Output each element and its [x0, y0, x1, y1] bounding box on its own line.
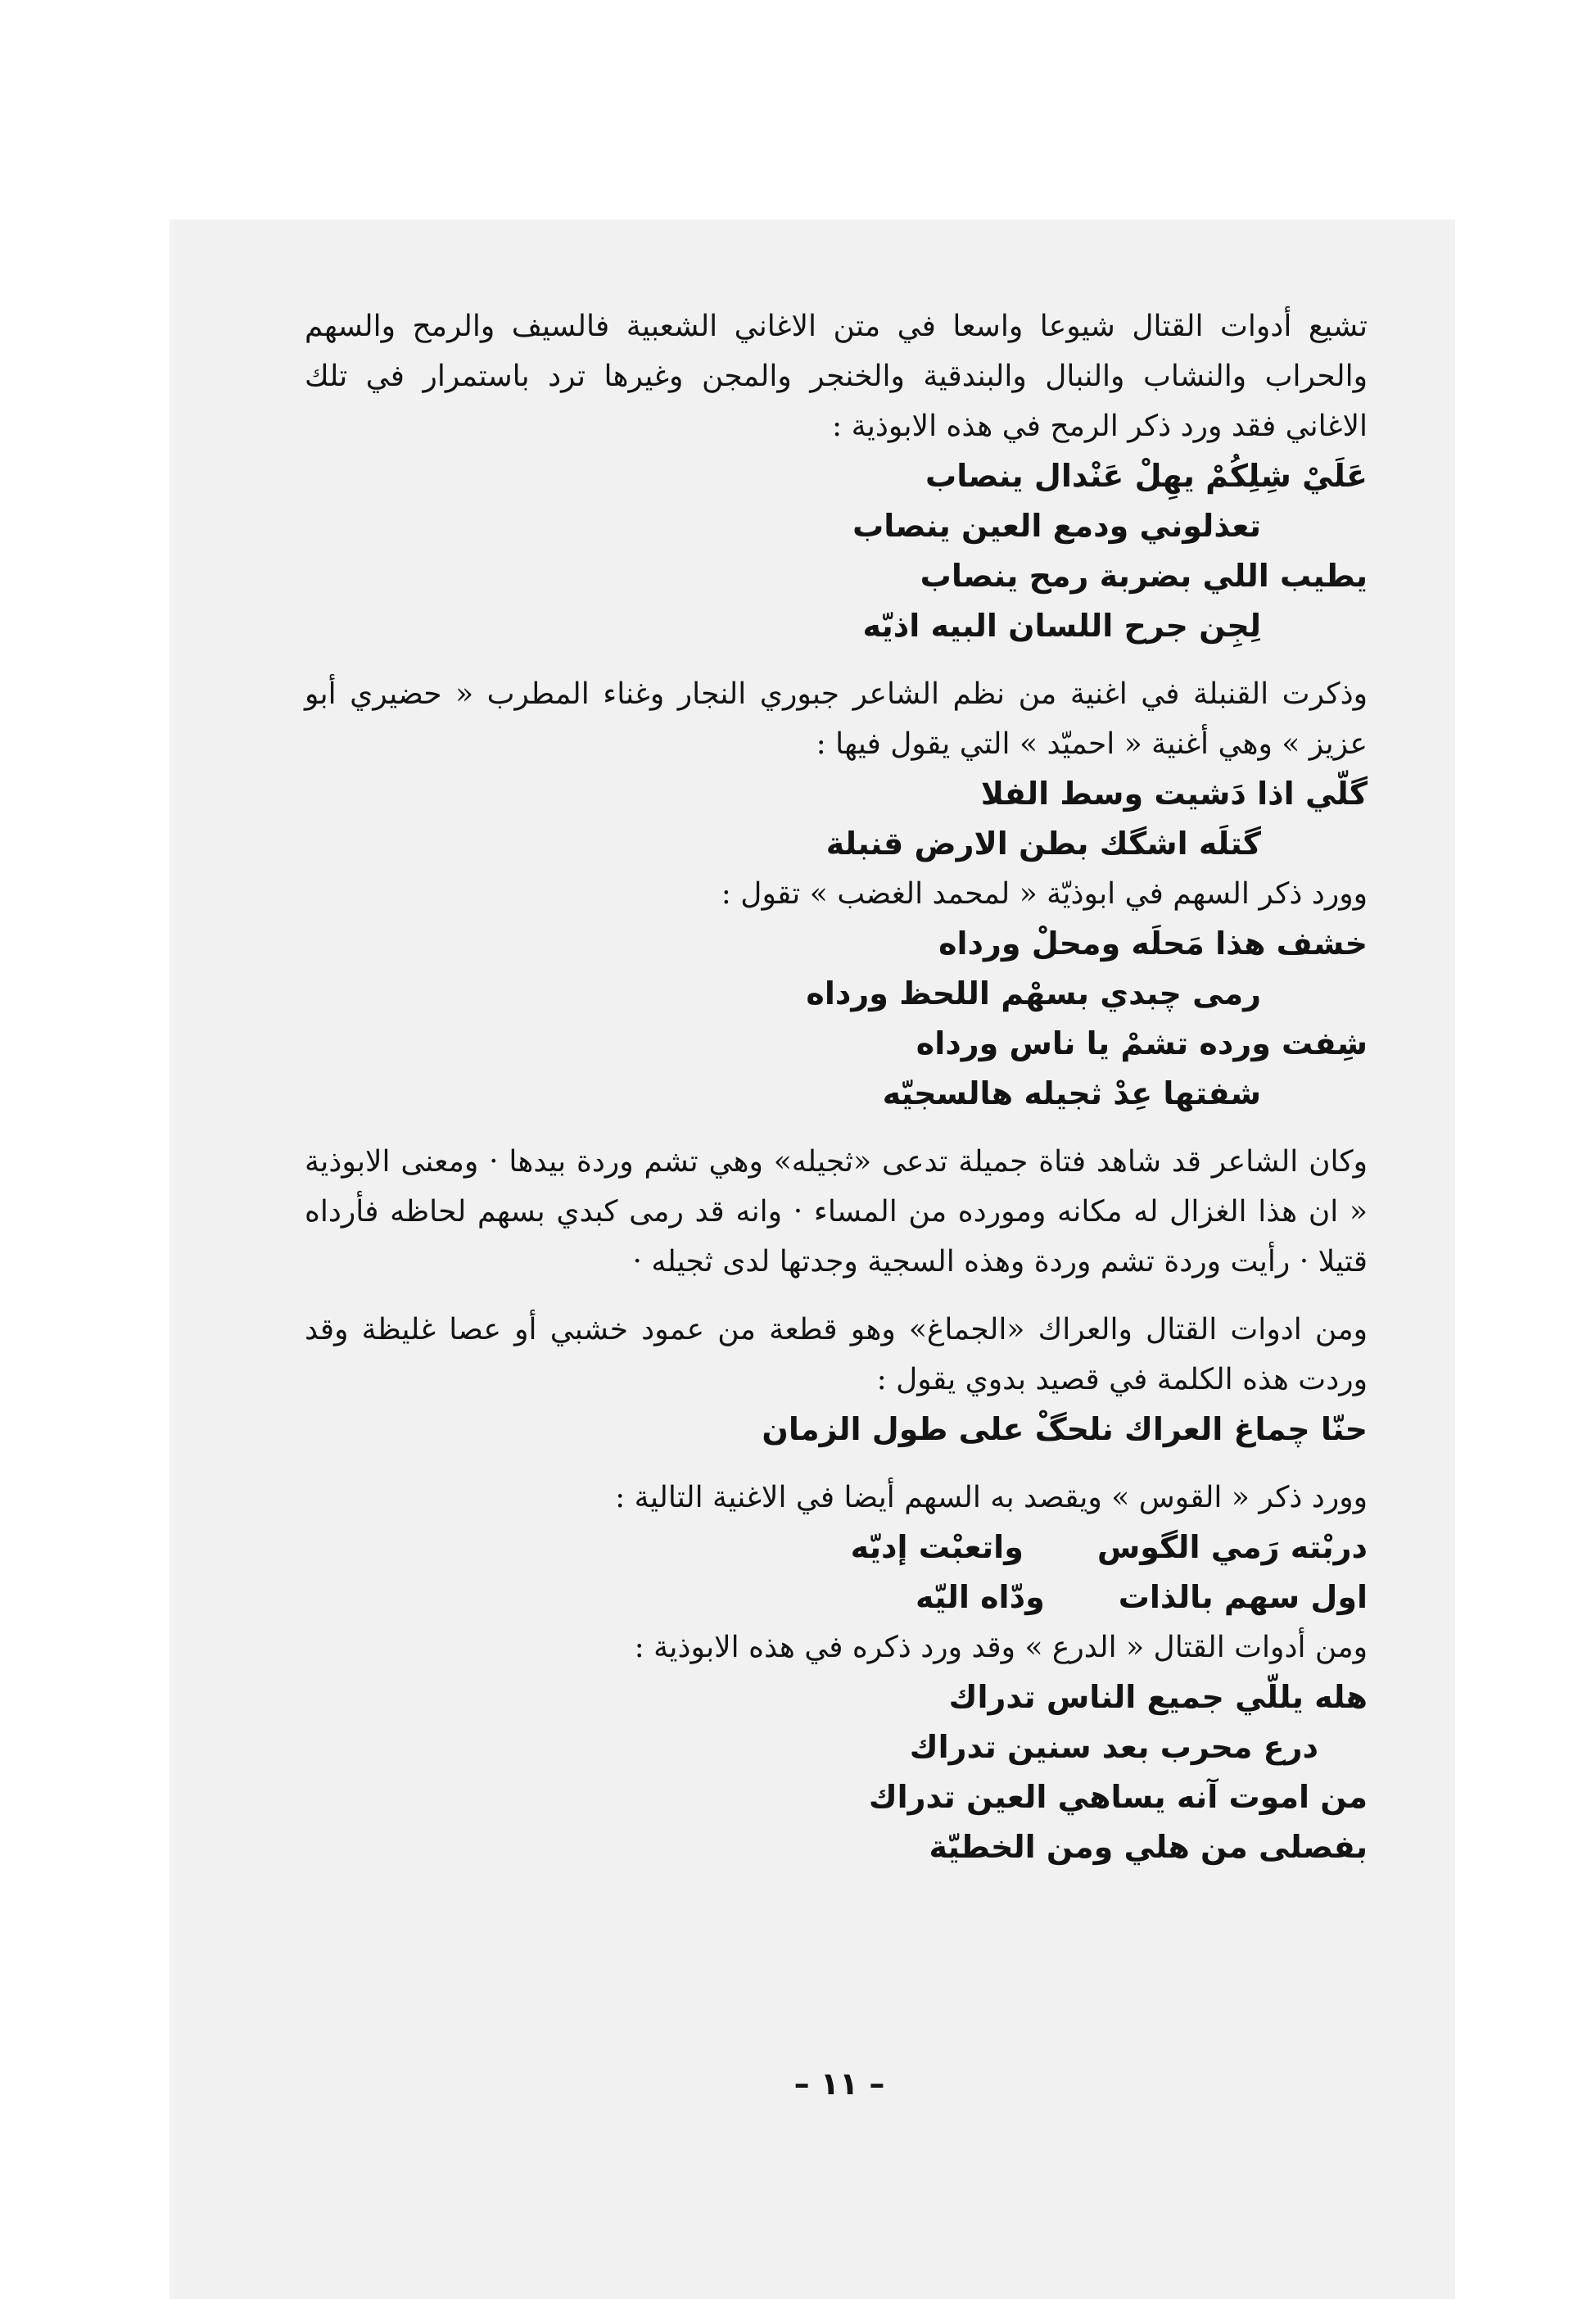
verse-armor	[305, 1672, 1368, 1872]
verse-line: من اموت آنه يساهي العين تدراك	[868, 1779, 1368, 1815]
verse-line: گلّي اذا دَشيت وسط الفلا	[980, 776, 1368, 812]
verse-line	[398, 1523, 1368, 1573]
paragraph-jammagh: ومن ادوات القتال والعراك «الجماغ» وهو قطعة من عمود خشبي أو عصا غليظة وقد وردت هذه الكلمة في قصيد بدوي يقول :	[305, 1313, 1368, 1396]
page-number: – ١١ –	[793, 2066, 885, 2102]
verse-line: هله يللّي جميع الناس تدراك	[948, 1679, 1368, 1715]
paragraph-bow: وورد ذكر « القوس » ويقصد به السهم أيضا في الاغنية التالية :	[615, 1481, 1368, 1514]
verse-line: گتلَه اشگك بطن الارض قنبلة	[825, 826, 1261, 862]
verse-line: شِفت ورده تشمْ يا ناس ورداه	[916, 1025, 1368, 1061]
verse-line: درع محرب بعد سنين تدراك	[909, 1729, 1318, 1765]
verse-grenade	[305, 769, 1368, 869]
page-body	[305, 301, 1368, 1872]
verse-jammagh	[305, 1405, 1368, 1455]
verse-line: شفتها عِدْ ثجيله هالسجيّه	[882, 1075, 1261, 1111]
hemistich: واتعبْت إديّه	[850, 1529, 1024, 1565]
paragraph-grenade: وذكرت القنبلة في اغنية من نظم الشاعر جبوري النجار وغناء المطرب « حضيري أبو عزيز » وهي أغنية « احميّد » التي يقول فيها :	[305, 677, 1368, 761]
verse-spear	[305, 451, 1368, 651]
verse-line: عَلَيْ شِلِكُمْ يهِلْ عَنْدال ينصاب	[925, 458, 1368, 494]
verse-line: حنّا چماغ العراك نلحگْ على طول الزمان	[762, 1411, 1368, 1447]
hemistich: اول سهم بالذات	[1118, 1579, 1368, 1615]
verse-arrow	[305, 919, 1368, 1119]
verse-line: رمى چبدي بسهْم اللحظ ورداه	[806, 975, 1261, 1011]
verse-line: تعذلوني ودمع العين ينصاب	[852, 508, 1261, 544]
verse-bow	[305, 1523, 1368, 1622]
verse-line: خشف هذا مَحلَه ومحلْ ورداه	[938, 925, 1368, 962]
verse-line: يطيب اللي بضربة رمح ينصاب	[920, 558, 1368, 594]
hemistich: دربْته رَمي الگوس	[1096, 1529, 1368, 1565]
paragraph-weapons-intro: تشيع أدوات القتال شيوعا واسعا في متن الاغاني الشعبية فالسيف والرمح والسهم والحراب والنشاب والنبال والبندقية والخنجر والمجن وغيرها ترد باستمرار في تلك الاغاني فقد ورد ذكر الرمح في هذه الابوذية :	[305, 310, 1368, 443]
paragraph-arrow: وورد ذكر السهم في ابوذيّة « لمحمد الغضب » تقول :	[721, 877, 1368, 911]
verse-line: لِجِن جرح اللسان البيه اذيّه	[862, 608, 1261, 644]
hemistich: ودّاه اليّه	[916, 1579, 1045, 1615]
verse-line	[398, 1573, 1368, 1622]
paragraph-armor: ومن أدوات القتال « الدرع » وقد ورد ذكره في هذه الابوذية :	[634, 1631, 1368, 1664]
verse-line: بفصلى من هلي ومن الخطيّة	[929, 1829, 1368, 1865]
paragraph-explanation: وكان الشاعر قد شاهد فتاة جميلة تدعى «ثجيله» وهي تشم وردة بيدها · ومعنى الابوذية « ان هذا الغزال له مكانه ومورده من المساء · وانه قد رمى كبدي بسهم لحاظه فأرداه قتيلا · رأيت وردة تشم وردة وهذه السجية وجدتها لدى ثجيله ·	[305, 1145, 1368, 1278]
